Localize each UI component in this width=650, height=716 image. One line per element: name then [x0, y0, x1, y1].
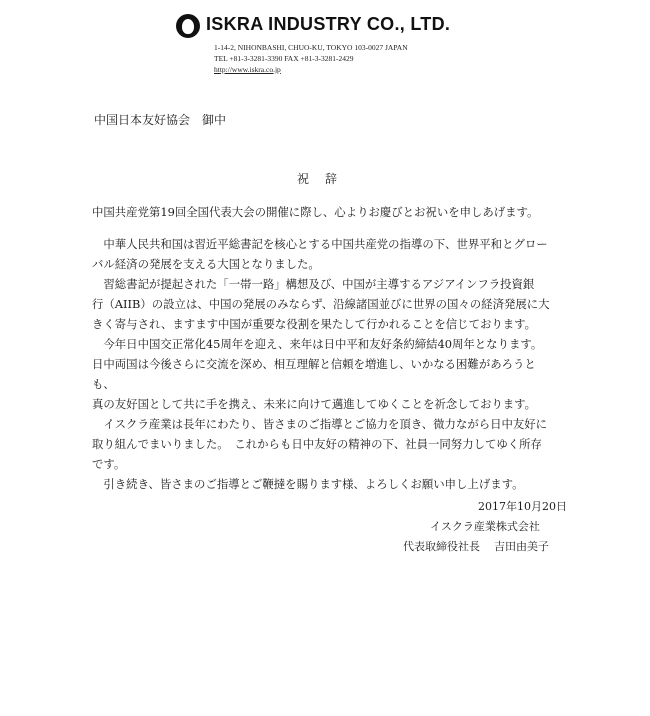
letter-body [92, 202, 554, 494]
sender-company: イスクラ産業株式会社 [430, 520, 540, 533]
letter-date: 2017年10月20日 [478, 500, 567, 513]
letter-title: 祝 辞 [297, 172, 340, 186]
sender-name: 吉田由美子 [494, 540, 549, 553]
sender-position: 代表取締役社長 [403, 540, 480, 553]
company-name: ISKRA INDUSTRY CO., LTD. [206, 14, 451, 34]
company-contact: TEL +81-3-3281-3390 FAX +81-3-3281-2429 [214, 54, 354, 63]
main-paragraph: 中華人民共和国は習近平総書記を核心とする中国共産党の指導の下、世界平和とグロー バル経済の発展を支える大国となりました。 習総書記が提起された「一帯一路」構想及び、中国が主導するアジアインフラ投資銀 行（AIIB）の設立は、中国の発展のみならず、沿線諸国並びに世界の国々の経済発展に大 きく寄与され、ますます中国が重要な役割を果たして行かれることを信じております。 今年日中国交正常化45周年を迎え、来年は日中平和友好条約締結40周年となります。 日中両国は今後さらに交流を深め、相互理解と信頼を増進し、いかなる困難があろうとも、 真の友好国として共に手を携え、未来に向けて邁進してゆくことを祈念しております。 イスクラ産業は長年にわたり、皆さまのご指導とご協力を頂き、微力ながら日中友好に 取り組んでまいりました。 これからも日中友好の精神の下、社員一同努力してゆく所存 です。 引き続き、皆さまのご指導とご鞭撻を賜ります様、よろしくお願い申し上げます。 [92, 237, 550, 491]
company-address: 1-14-2, NIHONBASHI, CHUO-KU, TOKYO 103-0027 JAPAN [214, 43, 408, 52]
recipient: 中国日本友好協会 御中 [94, 113, 227, 127]
sender-signature [403, 538, 549, 554]
company-url[interactable]: http://www.iskra.co.jp [214, 65, 281, 74]
opening-paragraph: 中国共産党第19回全国代表大会の開催に際し、心よりお慶びとお祝いを申しあげます。 [92, 205, 539, 219]
iskra-logo-icon [176, 14, 200, 38]
